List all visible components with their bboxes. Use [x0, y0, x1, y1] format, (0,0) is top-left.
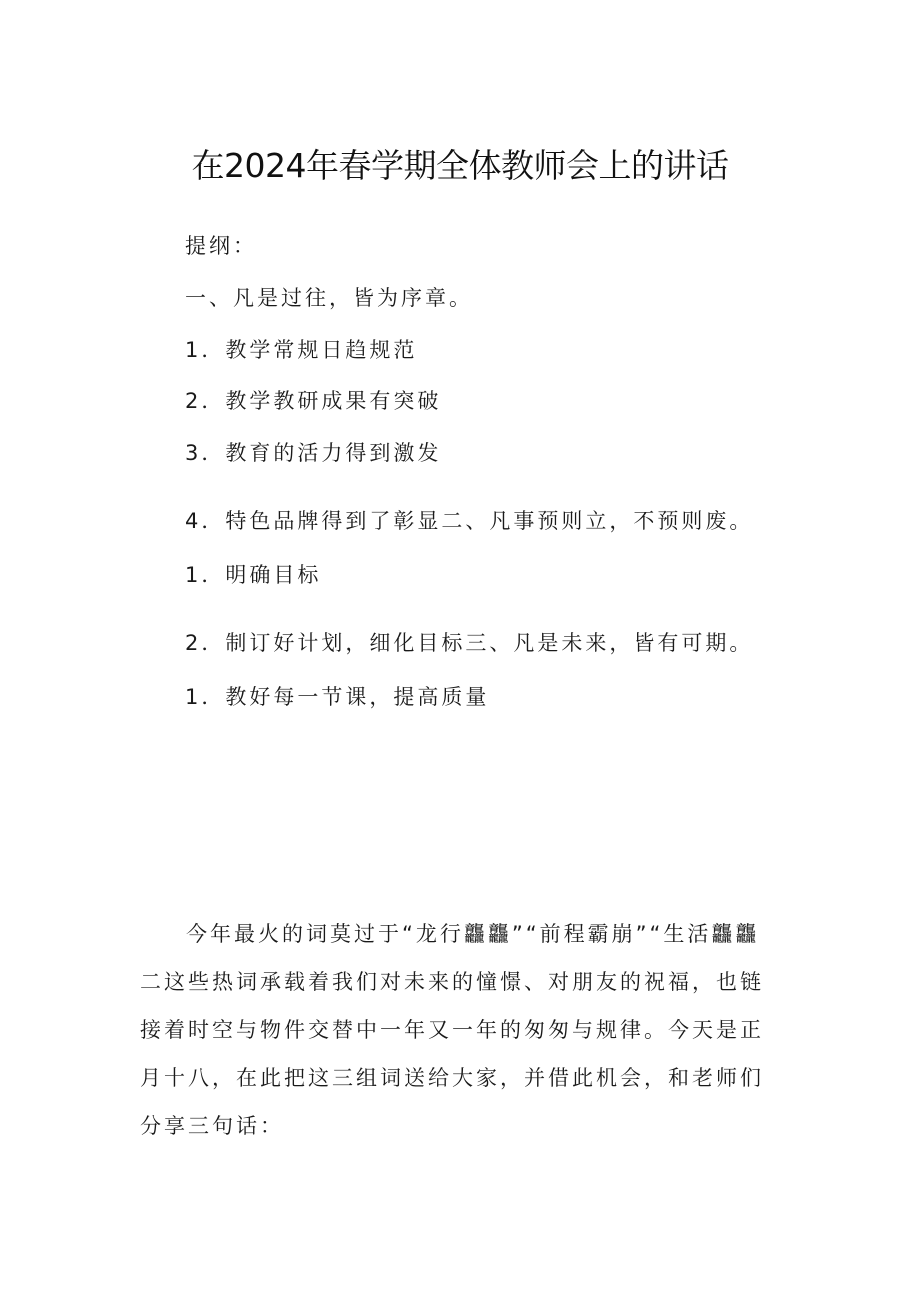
outline-item: 1．教好每一节课，提高质量 — [185, 685, 490, 709]
body-paragraph: 今年最火的词莫过于“龙行龘龘”“前程霸崩”“生活龘龘二这些热词承载着我们对未来的憧憬、对朋友的祝福，也链接着时空与物件交替中一年又一年的匆匆与规律。今天是正月十八，在此把这三组词送给大家，并借此机会，和老师们分享三句话： — [140, 922, 764, 1138]
outline-item: 1．教学常规日趋规范 — [185, 338, 418, 362]
document-title: 在2024年春学期全体教师会上的讲话 — [191, 146, 729, 185]
outline-section-1: 一、凡是过往，皆为序章。 — [185, 286, 473, 310]
outline-heading: 提纲： — [185, 234, 257, 258]
outline-item: 2．制订好计划，细化目标三、凡是未来，皆有可期。 — [185, 631, 754, 655]
outline-item: 4．特色品牌得到了彰显二、凡事预则立，不预则废。 — [185, 509, 754, 533]
outline-item: 3．教育的活力得到激发 — [185, 441, 442, 465]
outline-item: 1．明确目标 — [185, 563, 322, 587]
outline-item: 2．教学教研成果有突破 — [185, 389, 442, 413]
